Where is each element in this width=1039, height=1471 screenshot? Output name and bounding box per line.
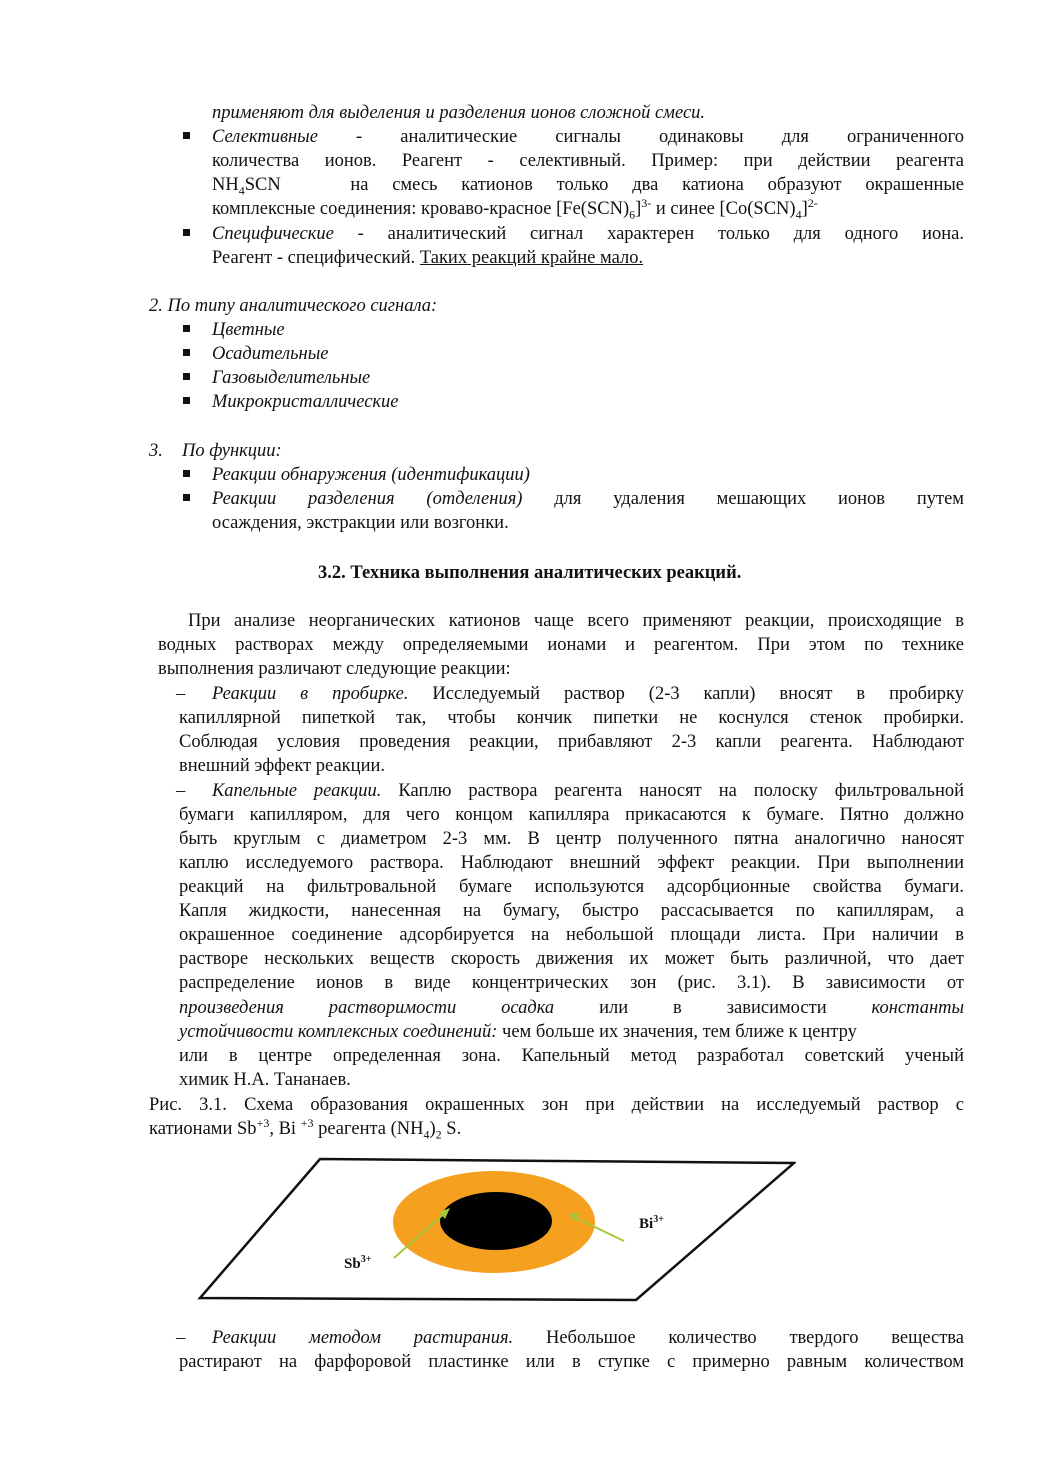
section-3-item-2: Реакции разделения (отделения) для удаления мешающих ионов путем <box>212 489 964 509</box>
drop-line-1: Капельные реакции. Каплю раствора реагента наносят на полоску фильтровальной <box>212 781 965 801</box>
section-2-heading: 2. По типу аналитического сигнала: <box>149 296 438 316</box>
underlined-note: Таких реакций крайне мало. <box>419 248 644 268</box>
specific-line-1: Специфические - аналитический сигнал характерен только для одного иона. <box>212 224 965 244</box>
selective-term: Селективные <box>212 127 318 147</box>
list-item: Реакции обнаружения (идентификации) <box>212 465 530 485</box>
intro-line-3: выполнения различают следующие реакции: <box>158 659 511 679</box>
drop-line-5: реакций на фильтровальной бумаге используются адсорбционные свойства бумаги. <box>179 877 964 897</box>
specific-term: Специфические <box>212 224 334 244</box>
selective-line-4: комплексные соединения: кроваво-красное $[Fe(SCN)_6]^{3-}$ и синее $[Co(SCN)_4]^{2-}$ <box>212 195 818 222</box>
drop-line-6: Капля жидкости, нанесенная на бумагу, быстро рассасывается по капиллярам, а <box>179 901 964 921</box>
drop-line-8: растворе нескольких веществ скорость движения их может быть различной, что дает <box>179 949 964 969</box>
bullet-icon <box>183 132 190 139</box>
section-3-heading: По функции: <box>182 441 282 461</box>
drop-line-10: произведения растворимости осадка или в зависимости константы <box>179 998 965 1018</box>
figure-caption-line-2: катионами $Sb^{+3}$, Bi $^{+3}$ реагента $(NH_4)_2$ S. <box>149 1115 462 1142</box>
dash-marker: – <box>176 781 186 801</box>
list-item: Газовыделительные <box>212 368 371 388</box>
drop-line-2: бумаги капилляром, для чего концом капилляра прикасаются к бумаге. Пятно должно <box>179 805 964 825</box>
figure-caption-line-1: Рис. 3.1. Схема образования окрашенных зон при действии на исследуемый раствор с <box>149 1095 964 1115</box>
intro-line-2: водных растворах между определяемыми ионами и реагентом. При этом по технике <box>158 635 964 655</box>
bi-label: $Bi^{3+}$ <box>639 1214 664 1232</box>
selective-line-2: количества ионов. Реагент - селективный. Пример: при действии реагента <box>212 151 964 171</box>
drop-line-7: окрашенное соединение адсорбируется на небольшой площади листа. При наличии в <box>179 925 964 945</box>
tube-line-3: Соблюдая условия проведения реакции, прибавляют 2-3 капли реагента. Наблюдают <box>179 732 964 752</box>
specific-line-2: Реагент - специфический. Таких реакций крайне мало. <box>212 248 644 268</box>
bullet-icon <box>183 229 190 236</box>
bullet-icon <box>183 373 190 380</box>
selective-l1-rest: - аналитические сигналы одинаковы для ограниченного <box>356 127 964 147</box>
drop-line-13: химик Н.А. Тананаев. <box>179 1070 351 1090</box>
tube-line-2: капиллярной пипеткой так, чтобы кончик пипетки не коснулся стенок пробирки. <box>179 708 964 728</box>
list-item: Микрокристаллические <box>212 392 399 412</box>
rubbing-line-2: растирают на фарфоровой пластинке или в ступке с примерно равным количеством <box>179 1352 964 1372</box>
bullet-icon <box>183 325 190 332</box>
rubbing-line-1: Реакции методом растирания. Небольшое количество твердого вещества <box>212 1328 964 1348</box>
bullet-icon <box>183 470 190 477</box>
tube-line-4: внешний эффект реакции. <box>179 756 385 776</box>
section-3-number: 3. <box>149 441 163 461</box>
dash-marker: – <box>176 684 186 704</box>
drop-line-11: устойчивости комплексных соединений: чем больше их значения, тем ближе к центру <box>179 1022 857 1042</box>
intro-line-1: При анализе неорганических катионов чаще всего применяют реакции, происходящие в <box>188 611 964 631</box>
sb-label: $Sb^{3+}$ <box>344 1254 372 1272</box>
drop-line-3: быть круглым с диаметром 2-3 мм. В центр полученного пятна аналогично наносят <box>179 829 964 849</box>
bullet-icon <box>183 494 190 501</box>
section-3-item-2-line-2: осаждения, экстракции или возгонки. <box>212 513 509 533</box>
inner-zone <box>440 1192 552 1250</box>
drop-line-4: каплю исследуемого раствора. Наблюдают внешний эффект реакции. При выполнении <box>179 853 964 873</box>
drop-line-9: распределение ионов в виде концентрических зон (рис. 3.1). В зависимости от <box>179 973 964 993</box>
tube-line-1: Реакции в пробирке. Исследуемый раствор (2-3 капли) вносят в пробирку <box>212 684 965 704</box>
bullet-icon <box>183 349 190 356</box>
concentric-zones-figure <box>196 1155 796 1305</box>
formula-nh4scn: $NH_4SCN$ <box>212 175 281 198</box>
drop-line-12: или в центре определенная зона. Капельный метод разработал советский ученый <box>179 1046 964 1066</box>
list-item: Осадительные <box>212 344 329 364</box>
text-line: применяют для выделения и разделения ионов сложной смеси. <box>212 103 706 123</box>
selective-line-3: $NH_4SCN$ на смесь катионов только два катиона образуют окрашенные <box>212 175 965 198</box>
subsection-title: 3.2. Техника выполнения аналитических реакций. <box>318 563 742 583</box>
selective-line-1 <box>212 125 964 149</box>
dash-marker: – <box>176 1328 186 1348</box>
bullet-icon <box>183 397 190 404</box>
list-item: Цветные <box>212 320 285 340</box>
